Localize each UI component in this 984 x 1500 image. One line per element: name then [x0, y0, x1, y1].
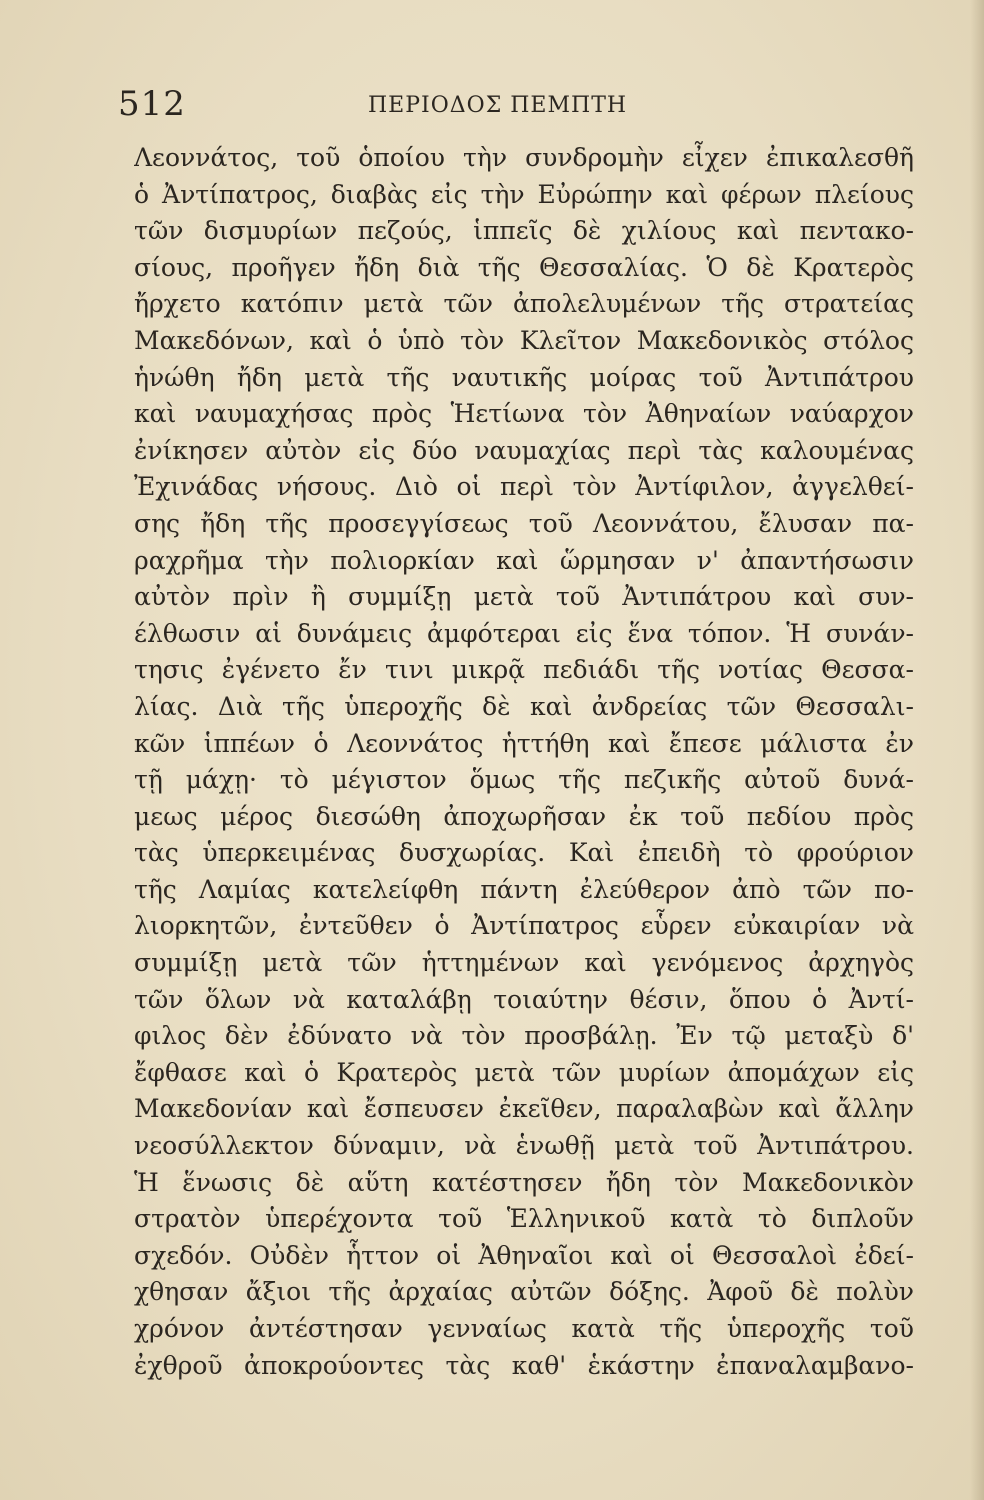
text-line: σης ἤδη τῆς προσεγγίσεως τοῦ Λεοννάτου, ἔλυσαν πα- — [134, 508, 914, 538]
text-line: λίας. Διὰ τῆς ὑπεροχῆς δὲ καὶ ἀνδρείας τῶν Θεσσαλι- — [134, 691, 914, 721]
page-header — [118, 82, 910, 126]
text-line: χρόνον ἀντέστησαν γενναίως κατὰ τῆς ὑπεροχῆς τοῦ — [134, 1314, 914, 1343]
text-line: στρατὸν ὑπερέχοντα τοῦ Ἑλληνικοῦ κατὰ τὸ διπλοῦν — [134, 1204, 914, 1234]
running-title: ΠΕΡΙΟΔΟΣ ΠΕΜΠΤΗ — [368, 93, 628, 118]
text-line: σίους, προῆγεν ἤδη διὰ τῆς Θεσσαλίας. Ὁ δὲ Κρατερὸς — [134, 252, 914, 282]
text-line: νεοσύλλεκτον δύναμιν, νὰ ἑνωθῇ μετὰ τοῦ Ἀντιπάτρου. — [134, 1131, 914, 1161]
text-line: κῶν ἱππέων ὁ Λεοννάτος ἡττήθη καὶ ἔπεσε μάλιστα ἐν — [134, 728, 914, 758]
text-line: τῇ μάχῃ· τὸ μέγιστον ὅμως τῆς πεζικῆς αὐτοῦ δυνά- — [134, 765, 914, 795]
text-line: ὁ Ἀντίπατρος, διαβὰς εἰς τὴν Εὐρώπην καὶ φέρων πλείους — [134, 179, 914, 209]
text-line: Μακεδόνων, καὶ ὁ ὑπὸ τὸν Κλεῖτον Μακεδονικὸς στόλος — [134, 325, 914, 355]
text-line: ἐνίκησεν αὐτὸν εἰς δύο ναυμαχίας περὶ τὰς καλουμένας — [134, 435, 914, 465]
text-line: σχεδόν. Οὐδὲν ἧττον οἱ Ἀθηναῖοι καὶ οἱ Θεσσαλοὶ ἐδεί- — [134, 1240, 914, 1270]
text-line: μεως μέρος διεσώθη ἀποχωρῆσαν ἐκ τοῦ πεδίου πρὸς — [134, 801, 914, 831]
text-line: τῆς Λαμίας κατελείφθη πάντη ἐλεύθερον ἀπὸ τῶν πο- — [134, 874, 914, 904]
text-line: αὐτὸν πρὶν ἢ συμμίξῃ μετὰ τοῦ Ἀντιπάτρου καὶ συν- — [134, 582, 914, 612]
text-line: ἡνώθη ἤδη μετὰ τῆς ναυτικῆς μοίρας τοῦ Ἀντιπάτρου — [134, 362, 914, 392]
text-line: ἔφθασε καὶ ὁ Κρατερὸς μετὰ τῶν μυρίων ἀπομάχων εἰς — [134, 1057, 914, 1087]
text-line: τὰς ὑπερκειμένας δυσχωρίας. Καὶ ἐπειδὴ τὸ φρούριον — [134, 838, 914, 868]
text-line: Ἐχινάδας νήσους. Διὸ οἱ περὶ τὸν Ἀντίφιλον, ἀγγελθεί- — [134, 472, 914, 502]
text-line: Μακεδονίαν καὶ ἔσπευσεν ἐκεῖθεν, παραλαβὼν καὶ ἄλλην — [134, 1094, 914, 1124]
text-line: ἤρχετο κατόπιν μετὰ τῶν ἀπολελυμένων τῆς στρατείας — [134, 289, 914, 319]
text-line: λιορκητῶν, ἐντεῦθεν ὁ Ἀντίπατρος εὗρεν εὐκαιρίαν νὰ — [134, 911, 914, 941]
text-line: ἐχθροῦ ἀποκρούοντες τὰς καθ' ἑκάστην ἐπαναλαμβανο- — [134, 1350, 914, 1380]
text-line: ραχρῆμα τὴν πολιορκίαν καὶ ὥρμησαν ν' ἀπαντήσωσιν — [134, 545, 914, 575]
text-line: καὶ ναυμαχήσας πρὸς Ἡετίωνα τὸν Ἀθηναίων ναύαρχον — [134, 399, 914, 429]
page-edge-shadow — [970, 0, 984, 1500]
text-line: έλθωσιν αἱ δυνάμεις ἀμφότεραι εἰς ἕνα τόπον. Ἡ συνάν- — [134, 618, 914, 648]
body-text — [134, 140, 914, 1384]
text-line: συμμίξῃ μετὰ τῶν ἡττημένων καὶ γενόμενος ἀρχηγὸς — [134, 948, 914, 978]
text-line: τῶν ὅλων νὰ καταλάβῃ τοιαύτην θέσιν, ὅπου ὁ Ἀντί- — [134, 984, 914, 1014]
text-line: Λεοννάτος, τοῦ ὁποίου τὴν συνδρομὴν εἶχεν ἐπικαλεσθῆ — [134, 143, 914, 172]
text-line: Ἡ ἕνωσις δὲ αὕτη κατέστησεν ἤδη τὸν Μακεδονικὸν — [134, 1167, 914, 1197]
text-line: τῶν δισμυρίων πεζούς, ἱππεῖς δὲ χιλίους καὶ πεντακο- — [134, 216, 914, 246]
text-line: τησις ἐγένετο ἔν τινι μικρᾷ πεδιάδι τῆς νοτίας Θεσσα- — [134, 655, 914, 685]
page-number: 512 — [118, 84, 186, 124]
text-line: χθησαν ἄξιοι τῆς ἀρχαίας αὐτῶν δόξης. Ἀφοῦ δὲ πολὺν — [134, 1277, 914, 1307]
text-line: φιλος δὲν ἐδύνατο νὰ τὸν προσβάλῃ. Ἐν τῷ μεταξὺ δ' — [134, 1021, 914, 1051]
